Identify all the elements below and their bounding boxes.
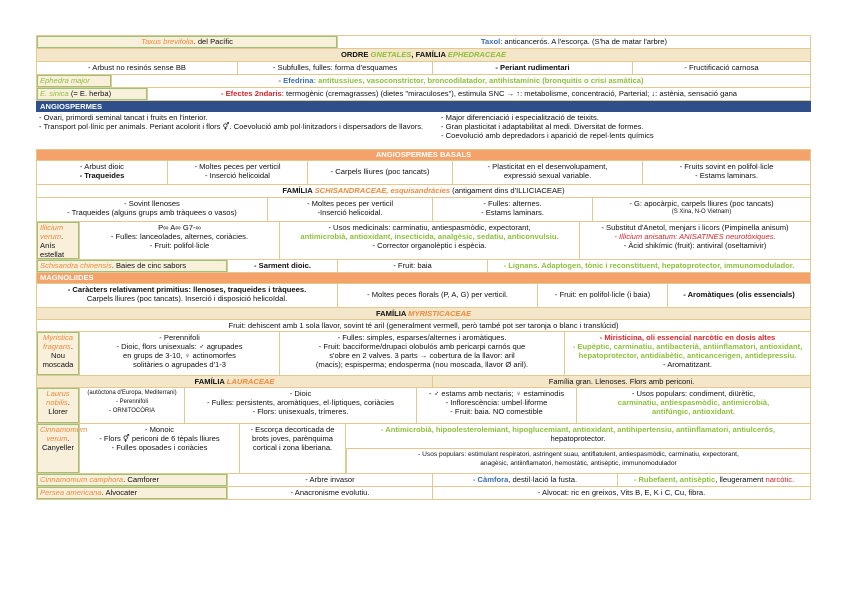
camphora-cell [227, 474, 432, 486]
schisandra-name [37, 260, 227, 272]
ephedra-sinica-row [36, 88, 811, 101]
species-name: Myristica fragrans [43, 333, 73, 351]
family-note: (antigament dins d'ILLICIACEAE) [452, 186, 565, 195]
schisandra-cell [337, 260, 487, 272]
laurus-text: - ORNITOCÒRIA [109, 408, 155, 414]
laurus-text: antifúngic, antioxidant. [651, 407, 736, 416]
ordre-title [37, 49, 810, 61]
cinnamomum-props [346, 424, 810, 449]
myristica-name [37, 332, 79, 375]
schisandra-text: - Sarment dioic. [254, 261, 311, 270]
species-common: . Anís estellat [40, 232, 65, 259]
basals-cell [642, 161, 810, 184]
ordre-feature [432, 62, 632, 74]
magno-row [36, 284, 811, 308]
cinnamomum-name [37, 424, 88, 473]
basals-row [36, 161, 811, 185]
basals-text: - Arbust dioic [80, 162, 124, 171]
botany-summary-sheet [36, 35, 811, 500]
species-common: . Camforer [123, 475, 160, 484]
camphora-name [37, 474, 227, 486]
ordre-name: GNETALES [370, 50, 412, 59]
ephedra-major-name [37, 75, 111, 87]
cinnamomum-morph [79, 424, 239, 473]
laur-note [432, 376, 810, 387]
family-name: LAURACEAE [226, 377, 275, 386]
popular-text: - Usos populars: estimulant respiratori, astringent suau, antiflatulent, antiespasmòdic, carminatiu, expectorant, [418, 451, 739, 458]
basals-text: - Carpels lliures (poc tancats) [330, 167, 430, 176]
schis-text: - Fulles: alternes. [483, 199, 542, 208]
laurus-col2 [416, 388, 576, 423]
schis-cell [37, 198, 267, 221]
feature-text: - Periant rudimentari [495, 63, 570, 72]
cinnamomum-row [36, 424, 811, 474]
angio-point: - Ovari, primordi seminal tancat i fruits en l'interior. [39, 113, 208, 122]
morph-text: - Fruit: polifol·licle [149, 241, 210, 250]
schis-title-row [36, 185, 811, 198]
laurus-text: - Flors: unisexuals, trímeres. [252, 407, 349, 416]
fruit-text: - Fruit: bacciforme/drupaci olobulós amb pericarpi carnós que [318, 342, 526, 351]
basals-text: expressió sexual variable. [503, 171, 592, 180]
species-name: Ephedra major [40, 76, 90, 85]
angio-point: - Coevolució amb depredadors i aparició de repel·lents químics [441, 131, 654, 140]
fruit-text: (macis); espisperma; endosperma (nou moscada, llavor Ø aril). [315, 360, 529, 369]
laur-title [37, 376, 432, 387]
schisandra-row [36, 260, 811, 273]
uses-text: - Corrector organolèptic i espècia. [372, 241, 487, 250]
fruit-text: s'obre en 2 valves. 3 parts → cobertura de la llavor: aril [329, 351, 515, 360]
myris-fruit [37, 320, 810, 331]
floral-formula: P∞ A∞ G7-∞ [158, 223, 201, 232]
angio-body-row [36, 112, 811, 150]
myristica-fruit [279, 332, 564, 375]
basals-cell [452, 161, 642, 184]
ordre-features-row [36, 62, 811, 75]
laurus-row [36, 388, 811, 424]
basals-cell [37, 161, 167, 184]
morph-text: solitàries o agrupades d'1-3 [132, 360, 227, 369]
basals-text: - Estams laminars. [695, 171, 758, 180]
myris-title [37, 308, 810, 319]
camphora-cell [432, 474, 617, 486]
efedrina-label: - Efedrina [278, 76, 314, 85]
laurus-col1 [184, 388, 416, 423]
uses-text: - Eupèptic, carminatiu, antibacterià, antiinflamatori, antioxidant, [572, 342, 803, 351]
cinnamomum-uses [345, 424, 810, 473]
taxus-row [36, 35, 811, 49]
ordre-feature [632, 62, 810, 74]
props-text: hepatoprotector. [550, 434, 606, 443]
magno-header: MAGNOLIIDES [37, 273, 810, 283]
schis-text: - Moltes peces per verticil [306, 199, 394, 208]
laurus-text: - Fruit: baia. NO comestible [450, 407, 543, 416]
family-name: SCHISANDRACEAE, esquisandràcies [314, 186, 451, 195]
props-text: - Antimicrobià, hipoolesterolemiant, hipoglucemiant, antioxidant, antihipertensiu, antiinflamatori, antiulcerós, [380, 425, 776, 434]
species-name: Cinnamomum camphora [40, 475, 124, 484]
species-common: . Nou moscada [42, 342, 74, 369]
bark-text: brots joves, parènquima [251, 434, 334, 443]
schis-text: - Sovint llenoses [124, 199, 180, 208]
angio-header: ANGIOSPERMES [37, 101, 810, 111]
ephedra-major-info [111, 75, 810, 87]
magno-text: - Aromàtiques (olis essencials) [683, 290, 795, 299]
camphora-text: - Arbre invasor [305, 475, 355, 484]
basals-cell [307, 161, 452, 184]
taxol-info [337, 36, 810, 48]
magno-text: - Moltes peces florals (P, A, G) per verticil. [367, 290, 508, 299]
schis-text: - Estams laminars. [481, 208, 544, 217]
myris-fruit-text: Fruit: dehiscent amb 1 sola llavor, sovint té aril (generalment vermell, però també pot ser taronja o blanc i translúcid) [228, 321, 619, 330]
myristica-row [36, 332, 811, 376]
uses-text: antimicrobià, antioxidant, insecticida, analgèsic, sedatiu, anticonvulsiu. [300, 232, 559, 241]
ordre-family: EPHEDRACEAE [447, 50, 507, 59]
other-text: - Àcid shikímic (fruit): antiviral (oseltamivir) [623, 241, 767, 250]
ordre-feature [237, 62, 432, 74]
uses-text: - Usos medicinals: carminatiu, antiespasmòdic, expectorant, [328, 223, 531, 232]
bark-text: cortical i zona liberiana. [252, 443, 333, 452]
angio-point: - Transport pol·línic per animals. Periant acolorit i flors ⚥. Coevolució amb pol·linitzadors i dispersadors de llavors. [39, 122, 424, 131]
magno-cell [37, 284, 337, 307]
basals-text: - Inserció helicoidal [205, 171, 270, 180]
illicium-row [36, 222, 811, 260]
popular-text: anagèsic, antiinflamatori, hemostàtic, antisèptic, immunomodulador [480, 460, 677, 467]
angio-point: - Gran plasticitat i adaptabilitat al medi. Diversitat de formes. [441, 122, 644, 131]
taxus-species [37, 36, 337, 48]
family-prefix: FAMÍLIA [194, 377, 225, 386]
taxol-text: : anticancerós. A l'escorça. (S'ha de matar l'arbre) [500, 37, 668, 46]
laurus-text: - ♂ estams amb nectaris; ♀ estaminodis [428, 389, 565, 398]
myris-fruit-row [36, 320, 811, 332]
angio-header-row [36, 101, 811, 112]
angio-left [36, 112, 431, 149]
myristica-morph [79, 332, 279, 375]
efedrina-text: : antitussiues, vasoconstrictor, broncodilatador, antihistamínic (bronquitis o crisi asmàtica) [313, 76, 644, 85]
laurus-text: - Usos populars: condiment, diürètic, [631, 389, 756, 398]
myris-title-row [36, 308, 811, 320]
magno-text: - Fruit: en polifol·licle (i baia) [554, 290, 651, 299]
species-name: Laurus nobilis [46, 389, 70, 407]
schis-text: - Traqueides (alguns grups amb tràquees o vasos) [67, 208, 237, 217]
persea-row [36, 487, 811, 500]
laur-note-text: Família gran. Llenoses. Flors amb periconi. [548, 377, 695, 386]
laurus-text: - Perennifoli [115, 399, 148, 405]
feature-text: - Fructificació carnosa [684, 63, 759, 72]
ordre-prefix: ORDRE [340, 50, 369, 59]
schis-cell [592, 198, 810, 221]
camphora-row [36, 474, 811, 487]
species-name: Cinnamomum verum [40, 425, 88, 443]
illicium-uses [279, 222, 579, 259]
feature-text: - Arbust no resinós sense BB [88, 63, 186, 72]
illicium-morph [79, 222, 279, 259]
species-name: Schisandra chinensis [40, 261, 112, 270]
persea-text: - Alvocat: ric en greixos, Vits B, E, K i C, Cu, fibra. [537, 488, 706, 497]
uses-text: hepatoprotector, antidiabètic, anticancerigen, antidepressiu. [578, 351, 797, 360]
cinnamomum-bark [239, 424, 345, 473]
cinnamomum-popular [346, 449, 810, 473]
magno-cell [667, 284, 810, 307]
laur-title-row [36, 376, 811, 388]
species-name: E. sinica [40, 89, 69, 98]
camphora-text: narcòtic. [765, 475, 795, 484]
magno-text: - Caràcters relativament primitius: llenoses, traqueides i tràquees. [67, 285, 307, 294]
basals-text: - Traqueides [79, 171, 125, 180]
laurus-col3 [576, 388, 810, 423]
ephedra-sinica-name [37, 88, 147, 100]
schis-text: (S Xina, N-O Vietnam) [671, 209, 732, 215]
species-common: . Alvocater [101, 488, 138, 497]
magno-text: Carpels lliures (poc tancats). Inserció i disposició helicoïdal. [86, 294, 288, 303]
schisandra-text: - Fruit: baia [393, 261, 432, 270]
laurus-text: - Dioic [289, 389, 312, 398]
persea-text: - Anacronisme evolutiu. [290, 488, 370, 497]
taxol-label: Taxol [480, 37, 501, 46]
camphora-text: , lleugerament [715, 475, 766, 484]
schis-cell [432, 198, 592, 221]
morph-text: en grups de 3-10, ♀ actinomorfes [123, 351, 236, 360]
persea-name [37, 487, 227, 499]
schisandra-cell [227, 260, 337, 272]
fruit-text: - Fulles: simples, esparses/alternes i aromàtiques. [337, 333, 507, 342]
camphora-text: - Rubefaent, antisèptic [633, 475, 716, 484]
angio-right [431, 112, 811, 149]
basals-header: ANGIOSPERMES BASALS [37, 150, 810, 160]
basals-text: - Moltes peces per verticil [194, 162, 281, 171]
family-prefix: FAMÍLIA [375, 309, 407, 318]
basals-text: - Fruits sovint en polifol·licle [679, 162, 774, 171]
morph-text: - Fulles oposades i coriàcies [111, 443, 208, 452]
illicium-other [579, 222, 810, 259]
schisandra-text: - Lignans. Adaptogen, tònic i reconstituent, hepatoprotector, immunomodulador. [503, 261, 795, 270]
uses-text: - Miristicina, oli essencial narcòtic en dosis altes [599, 333, 776, 342]
magno-cell [537, 284, 667, 307]
taxus-name: Taxus brevifolia [141, 37, 194, 46]
schis-text: - G: apocàrpic, carpels lliures (poc tancats) [629, 199, 774, 208]
myristica-uses [564, 332, 810, 375]
uses-text: - Aromatitzant. [663, 360, 712, 369]
laurus-text: (autòctona d'Europa, Mediterrani) [87, 390, 177, 396]
family-prefix: FAMÍLIA [282, 186, 313, 195]
schis-text: -Inserció helicoidal. [317, 208, 383, 217]
illicium-name [37, 222, 79, 259]
species-name: Illicium verum [40, 223, 64, 241]
morph-text: - Monoic [144, 425, 175, 434]
morph-text: - Perennifoli [159, 333, 200, 342]
species-common: . Llorer [48, 398, 70, 416]
taxus-rest: . del Pacífic [193, 37, 233, 46]
species-name: Persea americana [40, 488, 102, 497]
efectes-label: - Efectes 2ndaris [220, 89, 282, 98]
basals-cell [167, 161, 307, 184]
camphora-text: , destil·lació la fusta. [508, 475, 578, 484]
angio-point: - Major diferenciació i especialització de teixits. [441, 113, 599, 122]
ordre-title-row [36, 49, 811, 62]
schis-features-row [36, 198, 811, 222]
efectes-text: : termogènic (cremagrasses) (dietes "miraculoses"), estimula SNC → ↑: metabolisme, concentració, Parterial; ↓: astènia, sensació gana [281, 89, 738, 98]
other-text: - Illicium anisatum: ANISATINES neurotòxiques. [614, 232, 776, 241]
laurus-text: - Fulles: persistents, aromàtiques, el·líptiques, coriàcies [207, 398, 394, 407]
morph-text: - Dioic, flors unisexuals: ♂ agrupades [116, 342, 243, 351]
family-name: MYRISTICACEAE [408, 309, 472, 318]
magno-cell [337, 284, 537, 307]
laurus-text: - Inflorescència: umbel·liforme [445, 398, 548, 407]
basals-header-row [36, 150, 811, 161]
morph-text: - Flors ⚥ periconi de 6 tèpals lliures [99, 434, 220, 443]
schisandra-cell [487, 260, 810, 272]
camphora-cell [617, 474, 810, 486]
morph-text: - Fulles: lanceolades, alternes, coriàcies. [110, 232, 249, 241]
schis-title [37, 185, 810, 197]
other-text: - Substitut d'Anetol, menjars i licors (Pimpinella anisum) [601, 223, 789, 232]
ordre-feature [37, 62, 237, 74]
species-alt: (= E. herba) [70, 89, 112, 98]
laurus-text: carminatiu, antiespasmòdic, antimicrobià, [617, 398, 770, 407]
laurus-name [37, 388, 79, 423]
ordre-sep: , FAMÍLIA [411, 50, 446, 59]
persea-cell [227, 487, 432, 499]
basals-text: - Plasticitat en el desenvolupament, [487, 162, 608, 171]
feature-text: - Subfulles, fulles: forma d'esquames [272, 63, 398, 72]
ephedra-major-row [36, 75, 811, 88]
magno-header-row [36, 273, 811, 284]
schis-cell [267, 198, 432, 221]
bark-text: - Escorça decorticada de [250, 425, 335, 434]
species-common: . Canyeller [41, 434, 75, 452]
persea-cell [432, 487, 810, 499]
camphora-text: - Càmfora [472, 475, 509, 484]
ephedra-sinica-info [147, 88, 810, 100]
species-common: . Baies de cinc sabors [111, 261, 187, 270]
laurus-col0 [79, 388, 184, 423]
